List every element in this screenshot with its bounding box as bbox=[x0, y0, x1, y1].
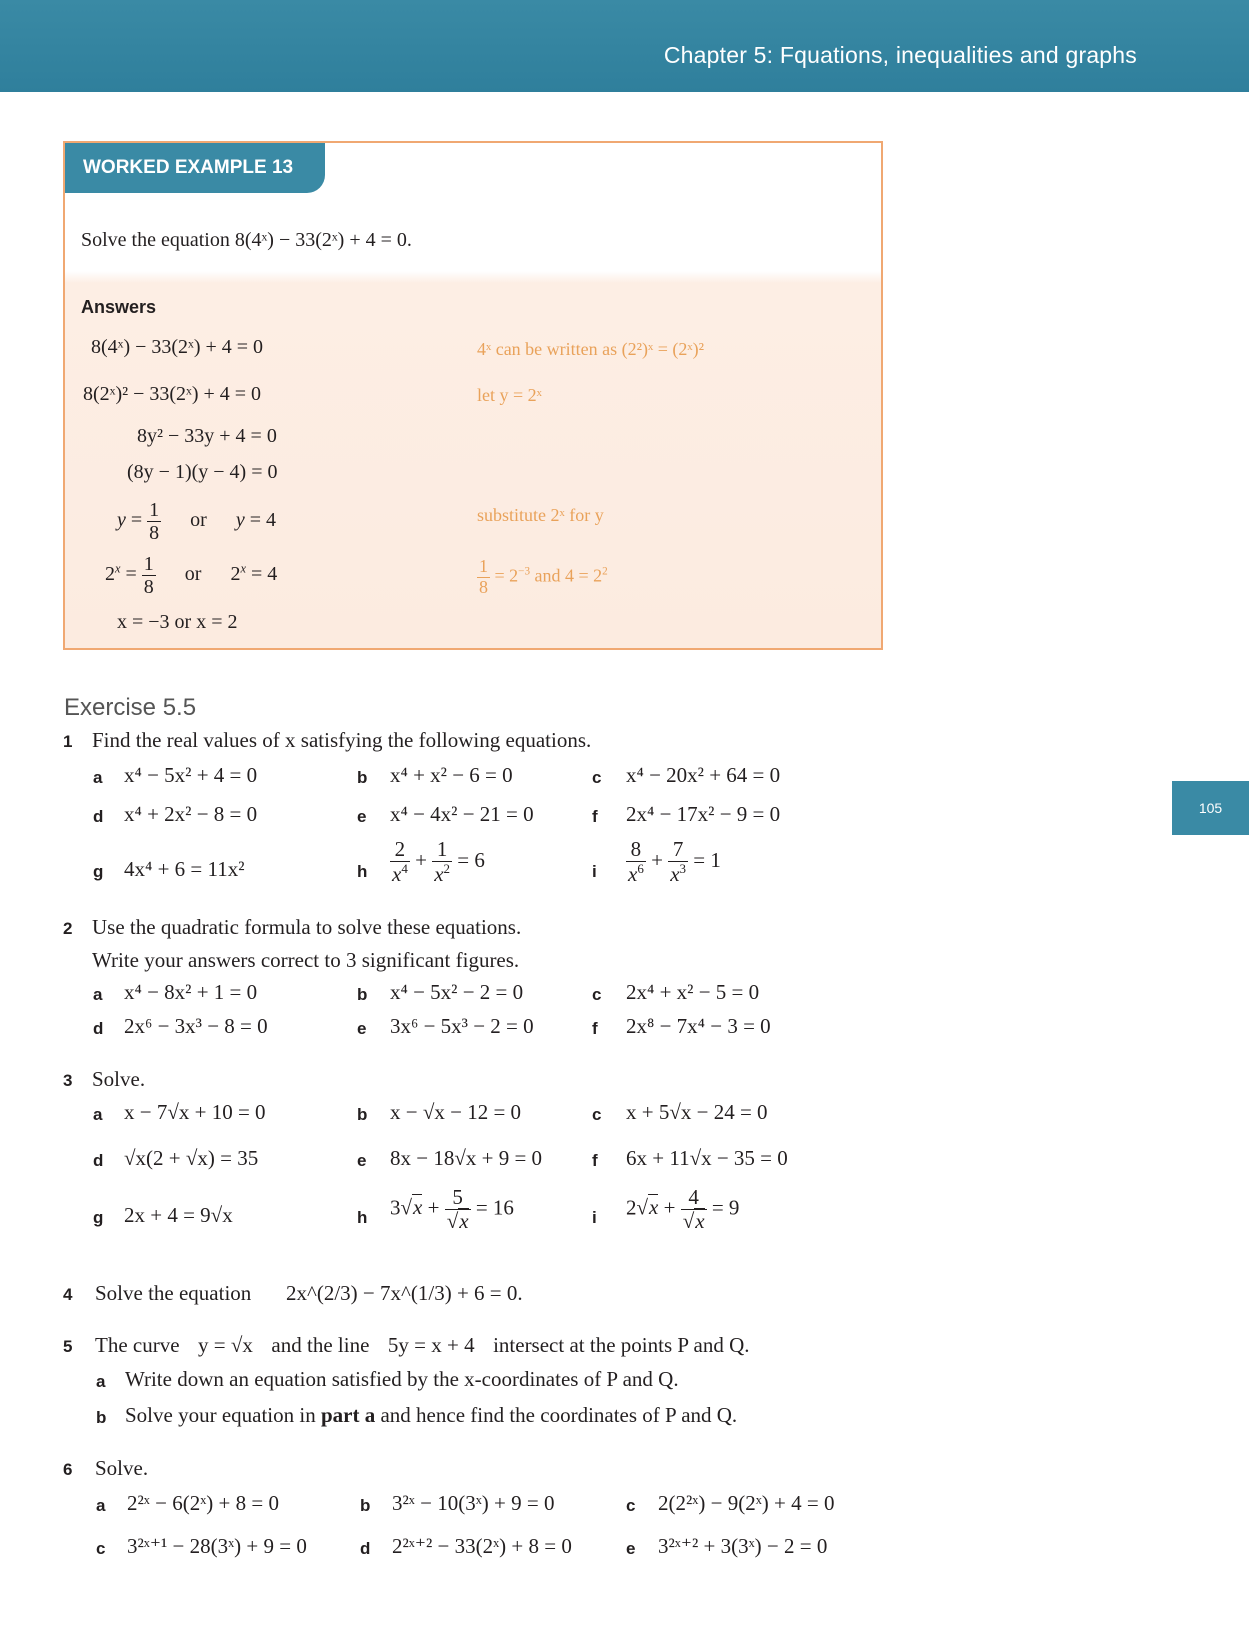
q3-part-a: x − 7√x + 10 = 0 bbox=[124, 1100, 266, 1124]
q1-part-b: x⁴ + x² − 6 = 0 bbox=[390, 763, 513, 787]
q5-line: 5y = x + 4 bbox=[387, 1333, 475, 1357]
solution-step-1: 8(4ˣ) − 33(2ˣ) + 4 = 0 bbox=[91, 336, 264, 358]
part-label: e bbox=[357, 1151, 367, 1170]
question-equation: 8(4ˣ) − 33(2ˣ) + 4 = 0. bbox=[234, 229, 412, 251]
q5-part-b bbox=[125, 1403, 737, 1428]
part-label: a bbox=[96, 1496, 106, 1515]
question-4-text: Solve the equation bbox=[95, 1281, 252, 1305]
part-label: e bbox=[357, 1019, 367, 1038]
question-4-equation: 2x^(2/3) − 7x^(1/3) + 6 = 0. bbox=[286, 1281, 523, 1305]
part-label: d bbox=[93, 807, 104, 826]
solution-step-2: 8(2ˣ)² − 33(2ˣ) + 4 = 0 bbox=[83, 383, 262, 405]
q1-part-d: x⁴ + 2x² − 8 = 0 bbox=[124, 802, 258, 826]
part-label: g bbox=[93, 1208, 104, 1227]
or-word: or bbox=[184, 563, 202, 586]
q3-part-b: x − √x − 12 = 0 bbox=[390, 1100, 522, 1124]
q6-part-b: 3²ˣ − 10(3ˣ) + 9 = 0 bbox=[392, 1491, 555, 1515]
q6-part-e: 3²ˣ⁺² + 3(3ˣ) − 2 = 0 bbox=[658, 1534, 828, 1558]
question-number: 1 bbox=[63, 732, 73, 751]
question-6-text: Solve. bbox=[95, 1456, 149, 1480]
q3-part-c: x + 5√x − 24 = 0 bbox=[626, 1100, 768, 1124]
part-label: b bbox=[357, 985, 368, 1004]
question-5-text bbox=[95, 1333, 750, 1358]
solution-step-6: $2^x$ = $\frac{1}{8}$ or $2^x = 4$ bbox=[105, 553, 278, 598]
part-label: b bbox=[357, 1105, 368, 1124]
part-label: e bbox=[626, 1539, 636, 1558]
solution-step-4: (8y − 1)(y − 4) = 0 bbox=[127, 461, 278, 483]
q1-part-h: $\frac{2}{x^4}$ + $\frac{1}{x^2}$ = 6 bbox=[392, 837, 485, 887]
part-label: f bbox=[592, 1019, 598, 1038]
part-label: c bbox=[626, 1496, 636, 1515]
part-label: a bbox=[96, 1372, 106, 1391]
part-label: i bbox=[592, 1208, 597, 1227]
q5-part-b-pre: Solve your equation in bbox=[125, 1403, 316, 1427]
example-question bbox=[81, 229, 412, 252]
q5-text-b: and the line bbox=[271, 1333, 370, 1357]
q1-part-g: 4x⁴ + 6 = 11x² bbox=[124, 857, 245, 881]
part-label: a bbox=[93, 985, 103, 1004]
q5-text-a: The curve bbox=[95, 1333, 180, 1357]
q1-part-a: x⁴ − 5x² + 4 = 0 bbox=[124, 763, 258, 787]
q6-part-a: 2²ˣ − 6(2ˣ) + 8 = 0 bbox=[127, 1491, 279, 1515]
part-label: b bbox=[360, 1496, 371, 1515]
part-label: b bbox=[96, 1408, 107, 1427]
q5-part-b-post: and hence find the coordinates of P and Q. bbox=[380, 1403, 738, 1427]
part-label: c bbox=[592, 1105, 602, 1124]
question-number: 4 bbox=[63, 1285, 73, 1304]
solution-step-7: x = −3 or x = 2 bbox=[117, 611, 238, 633]
q2-part-f: 2x⁸ − 7x⁴ − 3 = 0 bbox=[626, 1014, 771, 1038]
q1-part-i: $\frac{8}{x^6}$ + $\frac{7}{x^3}$ = 1 bbox=[628, 837, 721, 887]
q2-part-e: 3x⁶ − 5x³ − 2 = 0 bbox=[390, 1014, 534, 1038]
part-label: h bbox=[357, 1208, 368, 1227]
part-label: d bbox=[93, 1151, 104, 1170]
q3-part-g: 2x + 4 = 9√x bbox=[124, 1203, 233, 1227]
q6-part-c: 2(2²ˣ) − 9(2ˣ) + 4 = 0 bbox=[658, 1491, 835, 1515]
part-label: h bbox=[357, 862, 368, 881]
q2-part-d: 2x⁶ − 3x³ − 8 = 0 bbox=[124, 1014, 268, 1038]
exercise-heading: Exercise 5.5 bbox=[64, 694, 197, 721]
or-word: or bbox=[190, 509, 207, 532]
part-label: c bbox=[96, 1539, 106, 1558]
solution-step-3: 8y² − 33y + 4 = 0 bbox=[137, 425, 277, 447]
q5-curve: y = √x bbox=[198, 1333, 253, 1357]
q2-part-b: x⁴ − 5x² − 2 = 0 bbox=[390, 980, 524, 1004]
question-number: 2 bbox=[63, 919, 73, 938]
part-label: b bbox=[357, 768, 368, 787]
q3-part-e: 8x − 18√x + 9 = 0 bbox=[390, 1146, 543, 1170]
q5-text-c: intersect at the points P and Q. bbox=[493, 1333, 750, 1357]
part-label: a bbox=[93, 768, 103, 787]
part-label: d bbox=[93, 1019, 104, 1038]
q1-part-f: 2x⁴ − 17x² − 9 = 0 bbox=[626, 802, 781, 826]
q3-part-f: 6x + 11√x − 35 = 0 bbox=[626, 1146, 788, 1170]
page-number: 105 bbox=[1172, 781, 1249, 835]
q5-part-a: Write down an equation satisfied by the x-coordinates of P and Q. bbox=[125, 1367, 679, 1391]
q3-part-h: 3√x + $\frac{5}{√x}$ = 16 bbox=[390, 1185, 514, 1234]
q6-part-c2: 3²ˣ⁺¹ − 28(3ˣ) + 9 = 0 bbox=[127, 1534, 307, 1558]
question-number: 3 bbox=[63, 1071, 73, 1090]
question-number: 5 bbox=[63, 1337, 73, 1356]
part-label: a bbox=[93, 1105, 103, 1124]
note-substitute-back: substitute 2ˣ for y bbox=[477, 505, 604, 525]
worked-example-tab: WORKED EXAMPLE 13 bbox=[65, 143, 325, 193]
note-powers: $\frac{1}{8}$ = $2^{-3}$ and $4 = 2^2$ bbox=[479, 556, 608, 597]
part-label: f bbox=[592, 807, 598, 826]
note-rewrite: 4ˣ can be written as (2²)ˣ = (2ˣ)² bbox=[477, 339, 704, 359]
q3-part-i: 2√x + $\frac{4}{√x}$ = 9 bbox=[626, 1185, 740, 1234]
question-2-text: Use the quadratic formula to solve these equations. bbox=[92, 915, 522, 939]
question-prefix: Solve the equation bbox=[81, 229, 230, 251]
chapter-title: Chapter 5: Fquations, inequalities and graphs bbox=[663, 42, 1137, 68]
q2-part-a: x⁴ − 8x² + 1 = 0 bbox=[124, 980, 258, 1004]
question-1-text: Find the real values of x satisfying the following equations. bbox=[92, 728, 592, 752]
part-label: i bbox=[592, 862, 597, 881]
worked-example-box bbox=[63, 141, 883, 650]
solution-step-5: y = $\frac{1}{8}$ or y = 4 bbox=[117, 499, 277, 544]
part-label: f bbox=[592, 1151, 598, 1170]
answers-label: Answers bbox=[81, 297, 157, 317]
question-2-text-line2: Write your answers correct to 3 significant figures. bbox=[92, 948, 520, 972]
question-number: 6 bbox=[63, 1460, 73, 1479]
q2-part-c: 2x⁴ + x² − 5 = 0 bbox=[626, 980, 760, 1004]
note-substitution: let y = 2ˣ bbox=[477, 385, 542, 405]
part-label: e bbox=[357, 807, 367, 826]
q1-part-c: x⁴ − 20x² + 64 = 0 bbox=[626, 763, 781, 787]
part-label: c bbox=[592, 768, 602, 787]
q3-part-d: √x(2 + √x) = 35 bbox=[124, 1146, 259, 1170]
q5-part-b-bold: part a bbox=[320, 1403, 376, 1427]
part-label: d bbox=[360, 1539, 371, 1558]
q1-part-e: x⁴ − 4x² − 21 = 0 bbox=[390, 802, 534, 826]
q6-part-d: 2²ˣ⁺² − 33(2ˣ) + 8 = 0 bbox=[392, 1534, 572, 1558]
part-label: c bbox=[592, 985, 602, 1004]
question-3-text: Solve. bbox=[92, 1067, 146, 1091]
part-label: g bbox=[93, 862, 104, 881]
